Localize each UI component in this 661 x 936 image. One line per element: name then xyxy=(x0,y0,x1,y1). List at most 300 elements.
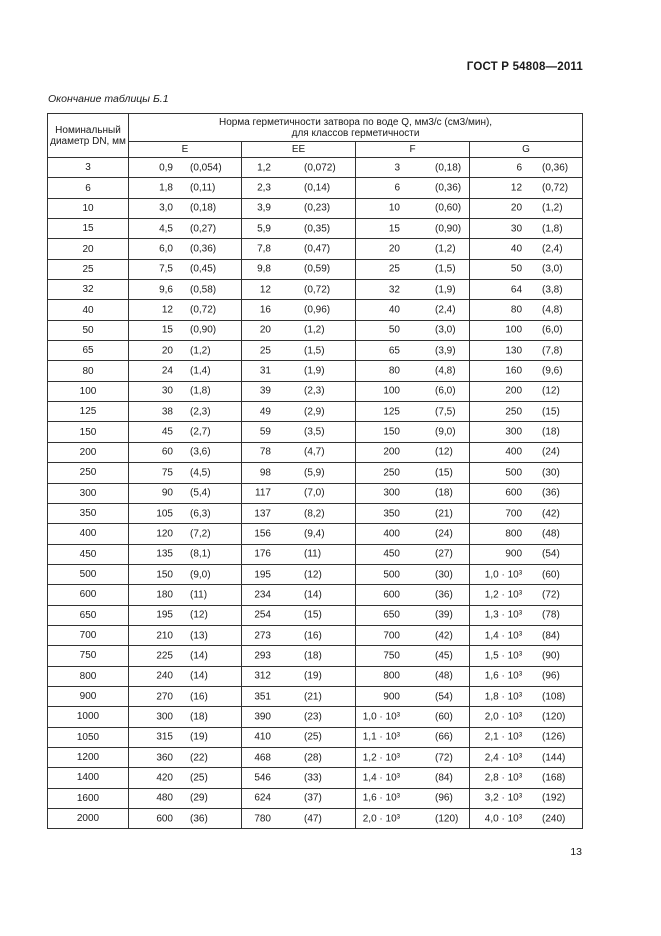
class-f-cell xyxy=(356,544,470,564)
leak-rate-mm3s: 80 xyxy=(510,304,523,316)
leak-rate-cm3min: (1,4) xyxy=(190,365,211,377)
class-e-cell xyxy=(129,361,242,381)
leak-rate-cm3min: (0,59) xyxy=(304,263,331,275)
dn-cell: 200 xyxy=(48,442,129,462)
leak-rate-mm3s: 240 xyxy=(156,670,173,682)
table-row xyxy=(48,158,583,178)
class-f-cell xyxy=(356,524,470,544)
leak-rate-mm3s: 4,0 · 10³ xyxy=(484,813,523,825)
leak-rate-cm3min: (240) xyxy=(542,813,566,825)
table-row xyxy=(48,219,583,239)
class-e-cell xyxy=(129,809,242,829)
leak-rate-mm3s: 120 xyxy=(156,528,173,540)
class-e-cell xyxy=(129,463,242,483)
class-g-cell xyxy=(470,585,583,605)
leak-rate-cm3min: (45) xyxy=(435,650,453,662)
leak-rate-cm3min: (11) xyxy=(304,548,322,560)
leak-rate-cm3min: (0,90) xyxy=(435,223,462,235)
leak-rate-mm3s: 4,5 xyxy=(159,223,173,235)
leak-rate-mm3s: 300 xyxy=(505,426,523,438)
leak-rate-cm3min: (0,35) xyxy=(304,223,331,235)
class-ee-cell xyxy=(242,524,356,544)
leak-rate-mm3s: 80 xyxy=(388,365,400,377)
table-caption: Окончание таблицы Б.1 xyxy=(48,93,169,105)
class-f-cell xyxy=(356,666,470,686)
leak-rate-mm3s: 32 xyxy=(388,284,400,296)
leak-rate-cm3min: (14) xyxy=(190,670,208,682)
class-e-cell xyxy=(129,788,242,808)
leak-rate-mm3s: 312 xyxy=(254,670,271,682)
leak-rate-cm3min: (4,8) xyxy=(435,365,456,377)
table-row xyxy=(48,564,583,584)
class-g-cell xyxy=(470,707,583,727)
class-f-cell xyxy=(356,300,470,320)
leak-rate-mm3s: 25 xyxy=(259,345,271,357)
leak-rate-cm3min: (2,4) xyxy=(435,304,456,316)
class-e-cell xyxy=(129,564,242,584)
standard-code: ГОСТ Р 54808—2011 xyxy=(466,61,583,73)
leak-rate-cm3min: (84) xyxy=(542,630,560,642)
leak-rate-cm3min: (1,5) xyxy=(304,345,325,357)
leak-rate-mm3s: 200 xyxy=(505,385,523,397)
dn-cell: 15 xyxy=(48,219,129,239)
dn-cell: 250 xyxy=(48,463,129,483)
dn-cell: 300 xyxy=(48,483,129,503)
leak-rate-cm3min: (6,0) xyxy=(542,324,563,336)
leak-rate-cm3min: (96) xyxy=(435,792,453,804)
leak-rate-cm3min: (36) xyxy=(542,487,560,499)
leak-rate-mm3s: 750 xyxy=(383,650,400,662)
leak-rate-cm3min: (37) xyxy=(304,792,322,804)
leak-rate-mm3s: 75 xyxy=(161,467,173,479)
leak-rate-cm3min: (60) xyxy=(435,711,453,723)
leak-rate-mm3s: 234 xyxy=(254,589,271,601)
table-row xyxy=(48,300,583,320)
leak-rate-cm3min: (0,072) xyxy=(304,162,336,174)
leak-rate-mm3s: 6 xyxy=(394,182,400,194)
table-row xyxy=(48,625,583,645)
leak-rate-mm3s: 3,2 · 10³ xyxy=(484,792,523,804)
leak-rate-mm3s: 1,0 · 10³ xyxy=(362,711,400,723)
leak-rate-cm3min: (0,054) xyxy=(190,162,222,174)
leak-rate-cm3min: (48) xyxy=(542,528,560,540)
leak-rate-cm3min: (19) xyxy=(190,731,208,743)
leak-rate-mm3s: 105 xyxy=(156,508,173,520)
leak-rate-mm3s: 254 xyxy=(254,609,271,621)
leak-rate-cm3min: (21) xyxy=(304,691,322,703)
leak-rate-mm3s: 117 xyxy=(255,487,271,499)
leak-rate-mm3s: 150 xyxy=(383,426,400,438)
leak-rate-mm3s: 300 xyxy=(156,711,173,723)
class-f-cell xyxy=(356,280,470,300)
leak-rate-cm3min: (25) xyxy=(304,731,322,743)
dn-cell: 100 xyxy=(48,381,129,401)
class-f-cell xyxy=(356,686,470,706)
leak-rate-mm3s: 24 xyxy=(161,365,173,377)
class-f-cell xyxy=(356,564,470,584)
class-g-cell xyxy=(470,198,583,218)
class-g-cell xyxy=(470,402,583,422)
dn-cell: 125 xyxy=(48,402,129,422)
class-ee-cell xyxy=(242,646,356,666)
class-ee-cell xyxy=(242,727,356,747)
leak-rate-cm3min: (0,36) xyxy=(435,182,462,194)
class-ee-cell xyxy=(242,768,356,788)
leak-rate-cm3min: (2,9) xyxy=(304,406,325,418)
leak-rate-cm3min: (0,72) xyxy=(304,284,331,296)
leak-rate-cm3min: (11) xyxy=(190,589,208,601)
class-ee-cell xyxy=(242,361,356,381)
leak-rate-cm3min: (7,5) xyxy=(435,406,456,418)
leak-rate-mm3s: 1,3 · 10³ xyxy=(484,609,523,621)
leak-rate-cm3min: (42) xyxy=(435,630,453,642)
leak-rate-cm3min: (0,36) xyxy=(190,243,217,255)
class-ee-cell xyxy=(242,259,356,279)
class-f-cell xyxy=(356,178,470,198)
leak-rate-mm3s: 273 xyxy=(254,630,271,642)
leak-rate-mm3s: 1,5 · 10³ xyxy=(484,650,523,662)
leak-rate-cm3min: (25) xyxy=(190,772,208,784)
leak-rate-mm3s: 200 xyxy=(383,446,400,458)
leak-rate-cm3min: (3,0) xyxy=(435,324,456,336)
dn-cell: 50 xyxy=(48,320,129,340)
class-g-cell xyxy=(470,178,583,198)
leak-rate-mm3s: 500 xyxy=(505,467,523,479)
leak-rate-cm3min: (0,45) xyxy=(190,263,217,275)
class-ee-cell xyxy=(242,788,356,808)
table-row xyxy=(48,646,583,666)
leak-rate-mm3s: 210 xyxy=(156,630,173,642)
class-e-cell xyxy=(129,259,242,279)
leak-rate-mm3s: 20 xyxy=(161,345,173,357)
class-e-cell xyxy=(129,442,242,462)
class-g-cell xyxy=(470,463,583,483)
leak-rate-mm3s: 900 xyxy=(505,548,523,560)
leak-rate-cm3min: (15) xyxy=(435,467,453,479)
class-g-cell xyxy=(470,564,583,584)
dn-cell: 350 xyxy=(48,503,129,523)
dn-cell: 400 xyxy=(48,524,129,544)
leak-rate-cm3min: (126) xyxy=(542,731,566,743)
class-f-cell xyxy=(356,259,470,279)
class-ee-cell xyxy=(242,178,356,198)
class-f-cell xyxy=(356,239,470,259)
leak-rate-cm3min: (8,2) xyxy=(304,508,325,520)
leak-rate-cm3min: (1,9) xyxy=(304,365,325,377)
class-f-cell xyxy=(356,381,470,401)
leak-rate-cm3min: (33) xyxy=(304,772,322,784)
leak-rate-mm3s: 390 xyxy=(254,711,271,723)
leak-rate-mm3s: 1,4 · 10³ xyxy=(362,772,400,784)
class-e-cell xyxy=(129,381,242,401)
table-row xyxy=(48,422,583,442)
leak-rate-mm3s: 2,0 · 10³ xyxy=(362,813,400,825)
leak-rate-cm3min: (1,2) xyxy=(542,202,563,214)
leak-rate-cm3min: (0,90) xyxy=(190,324,217,336)
leak-rate-cm3min: (18) xyxy=(435,487,453,499)
class-f-cell xyxy=(356,402,470,422)
leak-rate-mm3s: 600 xyxy=(383,589,400,601)
leak-rate-mm3s: 195 xyxy=(156,609,173,621)
leak-rate-mm3s: 900 xyxy=(383,691,400,703)
leak-rate-cm3min: (27) xyxy=(435,548,453,560)
leak-rate-mm3s: 65 xyxy=(388,345,400,357)
class-f-cell xyxy=(356,585,470,605)
leak-rate-cm3min: (2,7) xyxy=(190,426,211,438)
leak-rate-cm3min: (3,9) xyxy=(435,345,456,357)
leak-rate-mm3s: 156 xyxy=(254,528,271,540)
dn-cell: 450 xyxy=(48,544,129,564)
leak-rate-mm3s: 15 xyxy=(161,324,173,336)
dn-cell: 65 xyxy=(48,341,129,361)
leak-rate-mm3s: 195 xyxy=(254,569,271,581)
dn-cell: 900 xyxy=(48,686,129,706)
leak-rate-cm3min: (24) xyxy=(542,446,560,458)
leak-rate-cm3min: (1,2) xyxy=(435,243,456,255)
class-ee-cell xyxy=(242,605,356,625)
leak-rate-cm3min: (12) xyxy=(435,446,453,458)
class-ee-cell xyxy=(242,320,356,340)
class-f-cell xyxy=(356,747,470,767)
leak-rate-cm3min: (14) xyxy=(304,589,322,601)
leak-rate-cm3min: (54) xyxy=(542,548,560,560)
class-e-cell xyxy=(129,402,242,422)
class-g-cell xyxy=(470,259,583,279)
class-e-cell xyxy=(129,320,242,340)
leak-rate-cm3min: (4,8) xyxy=(542,304,563,316)
leak-rate-cm3min: (120) xyxy=(542,711,566,723)
table-row xyxy=(48,686,583,706)
class-ee-cell xyxy=(242,198,356,218)
class-f-cell xyxy=(356,646,470,666)
class-f-cell xyxy=(356,809,470,829)
leak-rate-cm3min: (21) xyxy=(435,508,453,520)
leak-rate-cm3min: (19) xyxy=(304,670,322,682)
leak-rate-cm3min: (12) xyxy=(542,385,560,397)
class-e-cell xyxy=(129,707,242,727)
class-e-cell xyxy=(129,341,242,361)
leak-rate-mm3s: 50 xyxy=(510,263,523,275)
leak-rate-cm3min: (0,23) xyxy=(304,202,331,214)
leak-rate-cm3min: (0,96) xyxy=(304,304,331,316)
leak-rate-mm3s: 468 xyxy=(254,752,271,764)
class-f-cell xyxy=(356,158,470,178)
leak-rate-mm3s: 315 xyxy=(156,731,173,743)
class-f-cell xyxy=(356,219,470,239)
table-row xyxy=(48,768,583,788)
leak-rate-mm3s: 3 xyxy=(394,162,400,174)
class-f-cell xyxy=(356,788,470,808)
leak-rate-mm3s: 50 xyxy=(388,324,400,336)
leak-rate-mm3s: 10 xyxy=(388,202,400,214)
dn-cell: 6 xyxy=(48,178,129,198)
leak-rate-cm3min: (144) xyxy=(542,752,566,764)
leak-rate-mm3s: 250 xyxy=(383,467,400,479)
dn-cell: 40 xyxy=(48,300,129,320)
leak-rate-cm3min: (66) xyxy=(435,731,453,743)
class-g-cell xyxy=(470,442,583,462)
class-e-cell xyxy=(129,686,242,706)
leak-rate-mm3s: 500 xyxy=(383,569,400,581)
class-e-cell xyxy=(129,625,242,645)
class-ee-cell xyxy=(242,747,356,767)
leak-rate-mm3s: 176 xyxy=(254,548,271,560)
leak-rate-mm3s: 420 xyxy=(156,772,173,784)
leak-rate-cm3min: (96) xyxy=(542,670,560,682)
leak-rate-mm3s: 800 xyxy=(383,670,400,682)
dn-cell: 20 xyxy=(48,239,129,259)
class-ee-cell xyxy=(242,544,356,564)
leak-rate-mm3s: 98 xyxy=(259,467,271,479)
leak-rate-cm3min: (39) xyxy=(435,609,453,621)
norm-header: Норма герметичности затвора по воде Q, мм3/с (см3/мин), для классов герметичности xyxy=(129,114,583,142)
leak-rate-mm3s: 12 xyxy=(510,182,523,194)
table-row xyxy=(48,503,583,523)
class-g-cell xyxy=(470,727,583,747)
leak-rate-cm3min: (72) xyxy=(435,752,453,764)
leak-rate-mm3s: 480 xyxy=(156,792,173,804)
leak-rate-mm3s: 180 xyxy=(156,589,173,601)
class-g-cell xyxy=(470,809,583,829)
leak-rate-mm3s: 3,9 xyxy=(257,202,271,214)
class-g-cell xyxy=(470,503,583,523)
dn-cell: 2000 xyxy=(48,809,129,829)
class-ee-cell xyxy=(242,463,356,483)
table-row xyxy=(48,666,583,686)
class-ee-cell xyxy=(242,381,356,401)
leak-rate-mm3s: 135 xyxy=(156,548,173,560)
class-f-cell xyxy=(356,198,470,218)
leak-rate-mm3s: 130 xyxy=(505,345,523,357)
leak-rate-mm3s: 1,6 · 10³ xyxy=(484,670,523,682)
leak-rate-mm3s: 410 xyxy=(254,731,271,743)
class-g-cell xyxy=(470,158,583,178)
leak-rate-mm3s: 15 xyxy=(388,223,400,235)
leak-rate-mm3s: 1,4 · 10³ xyxy=(484,630,523,642)
leak-rate-cm3min: (7,0) xyxy=(304,487,325,499)
class-e-cell xyxy=(129,158,242,178)
leak-rate-cm3min: (1,5) xyxy=(435,263,456,275)
leak-rate-mm3s: 650 xyxy=(383,609,400,621)
class-g-cell xyxy=(470,747,583,767)
leak-rate-mm3s: 59 xyxy=(259,426,271,438)
leak-rate-mm3s: 624 xyxy=(254,792,271,804)
class-header-e: E xyxy=(129,142,242,158)
table-row xyxy=(48,341,583,361)
class-ee-cell xyxy=(242,280,356,300)
table-row xyxy=(48,788,583,808)
leak-rate-mm3s: 137 xyxy=(254,508,271,520)
leak-rate-mm3s: 600 xyxy=(156,813,173,825)
leak-rate-cm3min: (2,3) xyxy=(190,406,211,418)
table-row xyxy=(48,605,583,625)
leak-rate-cm3min: (12) xyxy=(304,569,322,581)
leak-rate-mm3s: 125 xyxy=(383,406,400,418)
class-e-cell xyxy=(129,585,242,605)
leak-rate-cm3min: (9,0) xyxy=(190,569,211,581)
class-header-ee: EE xyxy=(242,142,356,158)
leak-rate-mm3s: 360 xyxy=(156,752,173,764)
dn-cell: 1050 xyxy=(48,727,129,747)
leak-rate-cm3min: (0,72) xyxy=(190,304,217,316)
leak-rate-mm3s: 100 xyxy=(505,324,523,336)
dn-cell: 80 xyxy=(48,361,129,381)
dn-cell: 1200 xyxy=(48,747,129,767)
class-g-cell xyxy=(470,605,583,625)
class-g-cell xyxy=(470,524,583,544)
class-g-cell xyxy=(470,239,583,259)
class-ee-cell xyxy=(242,707,356,727)
leak-rate-cm3min: (3,6) xyxy=(190,446,211,458)
table-row xyxy=(48,239,583,259)
table-row xyxy=(48,402,583,422)
leak-rate-cm3min: (6,0) xyxy=(435,385,456,397)
leak-rate-mm3s: 38 xyxy=(161,406,173,418)
class-ee-cell xyxy=(242,239,356,259)
class-ee-cell xyxy=(242,564,356,584)
table-row xyxy=(48,809,583,829)
class-ee-cell xyxy=(242,219,356,239)
leak-rate-cm3min: (18) xyxy=(304,650,322,662)
leak-rate-cm3min: (0,58) xyxy=(190,284,217,296)
leak-rate-mm3s: 1,2 xyxy=(257,162,271,174)
dn-cell: 150 xyxy=(48,422,129,442)
leak-rate-mm3s: 6,0 xyxy=(159,243,173,255)
leak-rate-cm3min: (72) xyxy=(542,589,560,601)
leak-rate-cm3min: (22) xyxy=(190,752,208,764)
leak-rate-cm3min: (1,9) xyxy=(435,284,456,296)
leak-rate-cm3min: (6,3) xyxy=(190,508,211,520)
class-e-cell xyxy=(129,483,242,503)
leak-rate-mm3s: 12 xyxy=(161,304,173,316)
class-e-cell xyxy=(129,747,242,767)
leak-rate-mm3s: 45 xyxy=(161,426,173,438)
leak-rate-cm3min: (2,4) xyxy=(542,243,563,255)
table-row xyxy=(48,320,583,340)
leak-rate-mm3s: 1,1 · 10³ xyxy=(362,731,400,743)
leak-rate-cm3min: (0,11) xyxy=(190,182,216,194)
table-row xyxy=(48,707,583,727)
leak-rate-cm3min: (120) xyxy=(435,813,459,825)
class-f-cell xyxy=(356,422,470,442)
leak-rate-cm3min: (18) xyxy=(542,426,560,438)
leak-rate-cm3min: (23) xyxy=(304,711,322,723)
class-g-cell xyxy=(470,361,583,381)
leak-rate-cm3min: (7,8) xyxy=(542,345,563,357)
leak-rate-mm3s: 400 xyxy=(505,446,523,458)
table-row xyxy=(48,361,583,381)
leak-rate-cm3min: (15) xyxy=(304,609,322,621)
class-e-cell xyxy=(129,198,242,218)
page-number: 13 xyxy=(570,846,582,858)
leak-rate-mm3s: 225 xyxy=(156,650,173,662)
leak-rate-mm3s: 31 xyxy=(259,365,271,377)
class-ee-cell xyxy=(242,503,356,523)
table-row xyxy=(48,442,583,462)
leak-rate-mm3s: 6 xyxy=(516,162,523,174)
class-f-cell xyxy=(356,483,470,503)
leak-rate-cm3min: (60) xyxy=(542,569,560,581)
class-e-cell xyxy=(129,544,242,564)
leak-rate-cm3min: (168) xyxy=(542,772,566,784)
leak-rate-mm3s: 30 xyxy=(510,223,523,235)
leak-rate-mm3s: 1,8 · 10³ xyxy=(484,691,523,703)
leak-rate-mm3s: 1,8 xyxy=(159,182,173,194)
leak-rate-cm3min: (9,0) xyxy=(435,426,456,438)
class-f-cell xyxy=(356,727,470,747)
leak-rate-cm3min: (4,7) xyxy=(304,446,325,458)
leak-rate-mm3s: 25 xyxy=(388,263,400,275)
